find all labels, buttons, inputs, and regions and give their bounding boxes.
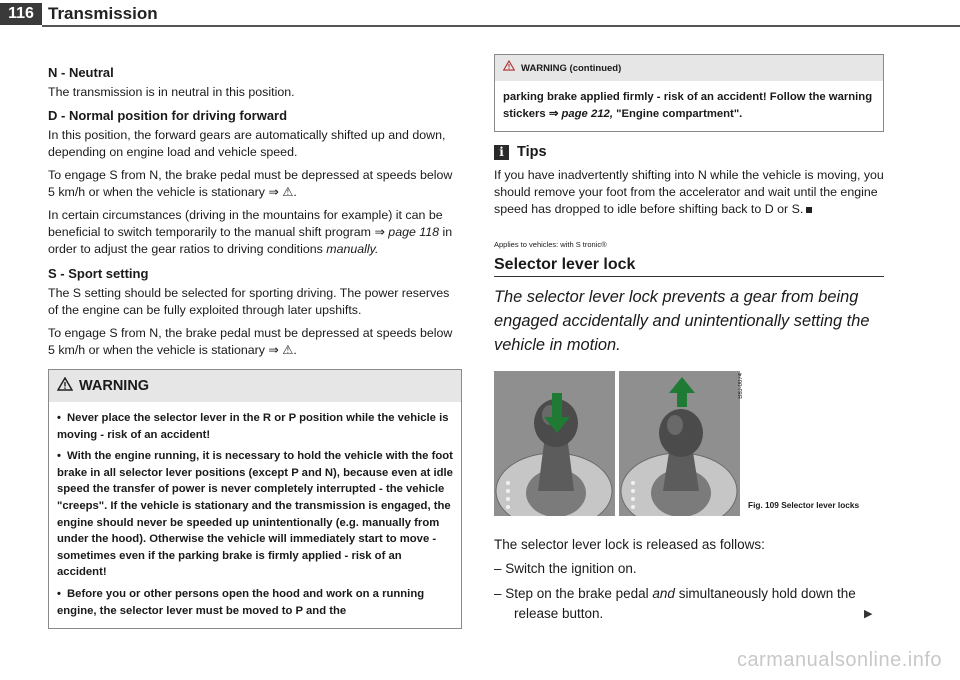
warning-header	[49, 370, 461, 402]
warning-triangle-icon	[57, 377, 73, 396]
warning-ref-icon: ⚠	[282, 185, 294, 199]
sport-engage-body: To engage S from N, the brake pedal must be depressed at speeds below 5 km/h or when the vehicle is stationary	[48, 326, 453, 357]
sport-heading: S - Sport setting	[48, 266, 149, 281]
bullet-icon: •	[57, 412, 61, 424]
selector-lever-illustration	[494, 371, 744, 516]
page-number: 116	[0, 3, 42, 25]
figure-caption: Fig. 109 Selector lever locks	[748, 500, 860, 511]
page-ref-link[interactable]: page 118	[388, 225, 440, 239]
left-column	[48, 64, 462, 629]
sport-engage-text: To engage S from N, the brake pedal must be depressed at speeds below 5 km/h or when the vehicle is stationary ⇒ ⚠.	[48, 326, 453, 357]
warning-continued-box	[494, 54, 884, 132]
drive-engage-body: To engage S from N, the brake pedal must be depressed at speeds below 5 km/h or when the vehicle is stationary	[48, 168, 453, 199]
tips-title: Tips	[517, 144, 547, 161]
header-rule	[42, 25, 960, 27]
drive-circumstances-c: manually.	[326, 242, 379, 256]
selector-intro: The selector lever lock prevents a gear from being engaged accidentally and unintentionally setting the vehicle in motion.	[494, 288, 870, 355]
tips-text: If you have inadvertently shifting into N while the vehicle is moving, you should remove your foot from the accelerator and wait until the engine speed has dropped to idle before shifting back to D or S.	[494, 168, 884, 217]
info-icon: i	[494, 145, 509, 160]
page-header	[0, 0, 960, 30]
lever-released-panel	[619, 371, 740, 516]
sport-text: The S setting should be selected for sporting driving. The power reserves of the engine can be fully exploited through later upshifts.	[48, 286, 450, 317]
warning-continued-title: WARNING (continued)	[521, 63, 622, 74]
neutral-heading: N - Neutral	[48, 65, 114, 80]
applies-note: Applies to vehicles: with S tronic®	[494, 240, 607, 250]
tips-heading	[494, 144, 884, 161]
bullet-icon: •	[57, 587, 61, 600]
crossref-arrow-icon: ⇒	[268, 343, 279, 357]
warning-continued-header	[495, 55, 883, 81]
warning-continued-body	[495, 81, 883, 131]
warning-item: • With the engine running, it is necessary to hold the vehicle with the foot brake in all selector lever positions (except P and N), because even at idle speed the transfer of power is never completely interrupted - the vehicle "creeps". If the vehicle is stationary and the transmission is engaged, the engine should never be speeded up unintentionally (e.g. manually from under the hood). Otherwise the vehicle will immediately start to move - sometimes even if the parking brake is firmly applied - risk of an accident!	[57, 450, 453, 579]
warning-ref-icon: ⚠	[282, 343, 294, 357]
selector-title: Selector lever lock	[494, 256, 884, 277]
drive-circumstances-b: in order to adjust the gear ratios to driving conditions	[48, 225, 453, 256]
page-ref-link[interactable]: page 212,	[561, 107, 613, 120]
list-item: – Switch the ignition on.	[494, 561, 637, 577]
crossref-arrow-icon: ⇒	[374, 225, 385, 239]
drive-circumstances	[48, 207, 462, 258]
list-intro: The selector lever lock is released as follows:	[494, 537, 765, 553]
list-item: – Step on the brake pedal and simultaneously hold down the release button. ▶	[494, 586, 873, 622]
section-title: Transmission	[48, 4, 158, 23]
section-end-icon	[806, 207, 812, 213]
figure-code: B8J-0074	[738, 373, 744, 399]
crossref-arrow-icon: ⇒	[268, 185, 279, 199]
lever-locked-panel	[494, 371, 615, 516]
warning-item: • Never place the selector lever in the R or P position while the vehicle is moving - risk of an accident!	[57, 412, 449, 441]
warning-body	[49, 402, 461, 628]
warning-triangle-icon	[503, 60, 515, 77]
drive-text: In this position, the forward gears are automatically shifted up and down, depending on engine load and vehicle speed.	[48, 128, 446, 159]
drive-heading: D - Normal position for driving forward	[48, 108, 288, 123]
warning-continued-text: parking brake applied firmly - risk of an accident! Follow the warning stickers ⇒ page 212, "Engine compartment".	[503, 91, 873, 120]
crossref-arrow-icon: ⇒	[548, 107, 559, 120]
watermark: carmanualsonline.info	[736, 649, 942, 671]
figure	[494, 371, 884, 516]
warning-item: • Before you or other persons open the hood and work on a running engine, the selector lever must be moved to P and the	[57, 587, 425, 617]
drive-circumstances-a: In certain circumstances (driving in the mountains for example) it can be beneficial to switch temporarily to the manual shift program	[48, 208, 443, 239]
warning-box	[48, 369, 462, 629]
neutral-text: The transmission is in neutral in this position.	[48, 85, 295, 99]
drive-engage-text: To engage S from N, the brake pedal must be depressed at speeds below 5 km/h or when the vehicle is stationary ⇒ ⚠.	[48, 168, 453, 199]
bullet-icon: •	[57, 450, 61, 463]
right-column	[494, 54, 884, 629]
warning-title: WARNING	[79, 378, 150, 394]
